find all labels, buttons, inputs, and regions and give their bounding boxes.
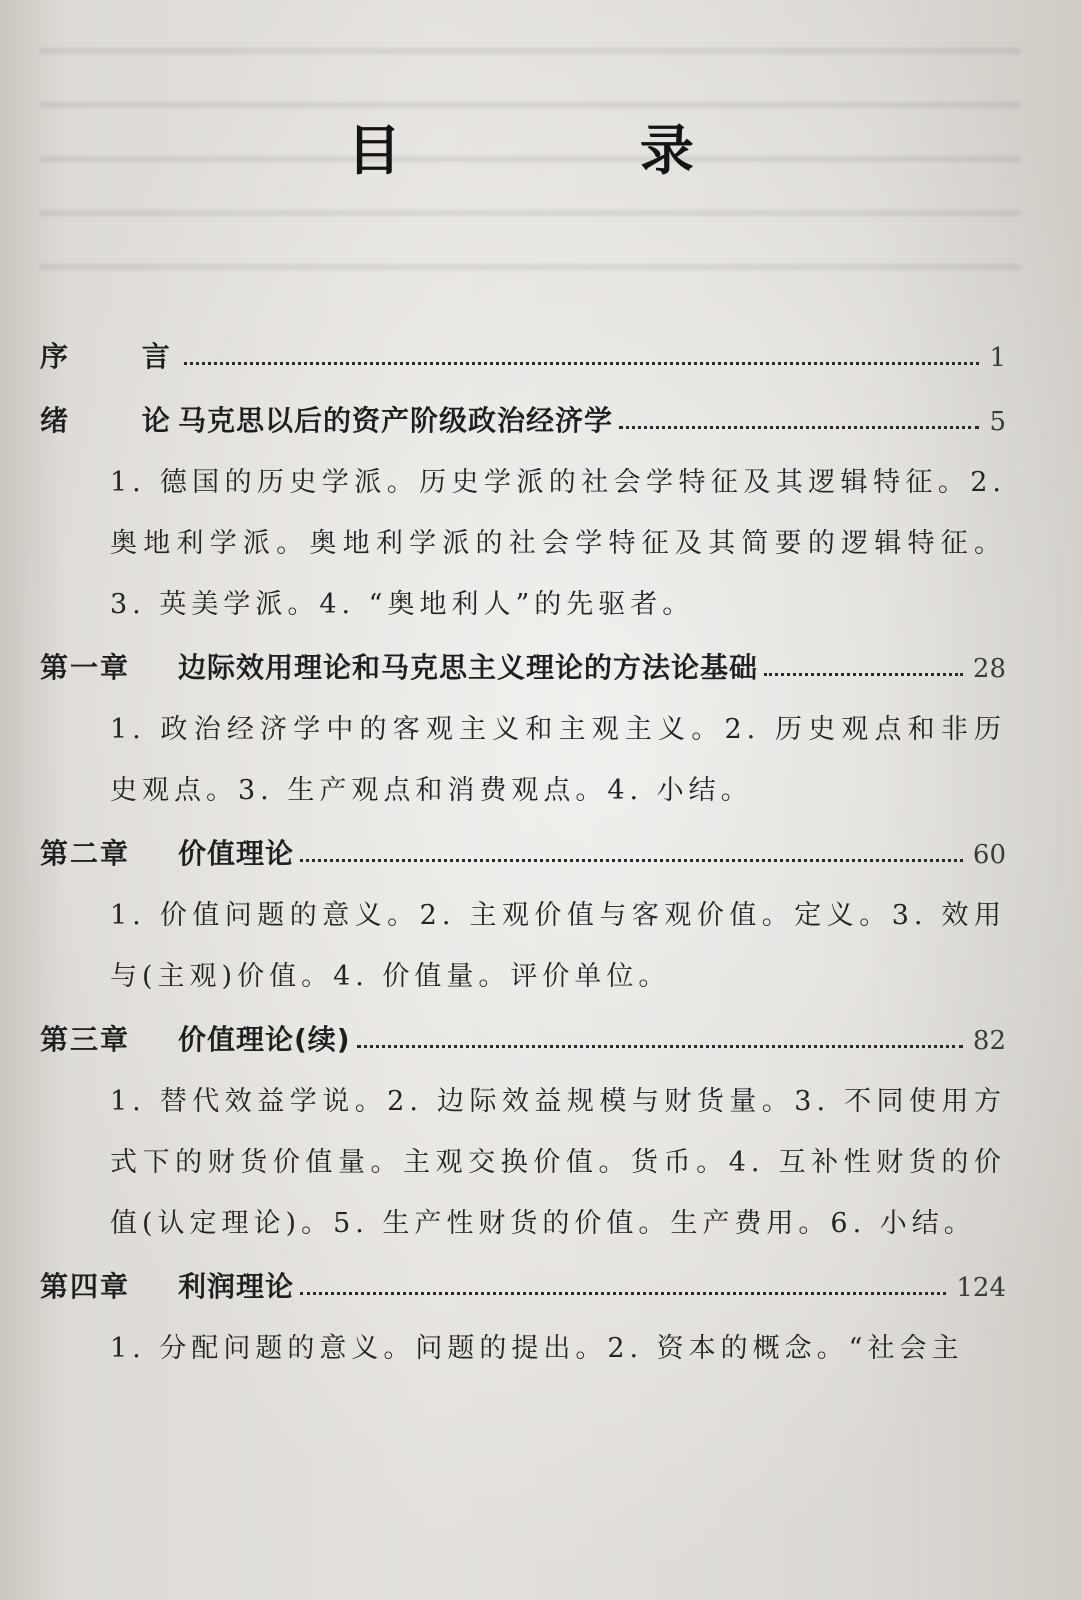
dot-leader: [764, 673, 963, 676]
entry-label: 第二章: [40, 837, 131, 870]
entry-title: 边际效用理论和马克思主义理论的方法论基础: [178, 651, 759, 684]
entry-description: 1. 替代效益学说。2. 边际效益规模与财货量。3. 不同使用方式下的财货价值量。主观交换价值。货币。4. 互补性财货的价值(认定理论)。5. 生产性财货的价值。生产费用。6. 小结。: [110, 1086, 1006, 1239]
entry-description: 1. 德国的历史学派。历史学派的社会学特征及其逻辑特征。2. 奥地利学派。奥地利学派的社会学特征及其简要的逻辑特征。3. 英美学派。4. “奥地利人”的先驱者。: [110, 467, 1006, 620]
toc-entry-chapter-3: [40, 1009, 1006, 1254]
entry-title: 马克思以后的资产阶级政治经济学: [178, 404, 614, 437]
toc-entry-heading: [40, 1009, 1006, 1071]
toc-entry-chapter-2: [40, 823, 1006, 1007]
toc-entry-preface: [40, 326, 1006, 388]
table-of-contents: [40, 326, 1006, 1381]
toc-entry-introduction: [40, 390, 1006, 635]
page-number: 124: [956, 1273, 1006, 1303]
page-number: 60: [972, 840, 1006, 870]
toc-entry-heading: [40, 390, 1006, 452]
dot-leader: [619, 426, 979, 429]
dot-leader: [357, 1045, 963, 1048]
page-number: 5: [989, 407, 1006, 437]
dot-leader: [300, 859, 963, 862]
entry-title: 价值理论(续): [178, 1023, 351, 1056]
entry-description: 1. 政治经济学中的客观主义和主观主义。2. 历史观点和非历史观点。3. 生产观点和消费观点。4. 小结。: [110, 714, 1006, 806]
entry-label: 第四章: [40, 1270, 131, 1303]
dot-leader: [184, 362, 979, 365]
entry-description: 1. 价值问题的意义。2. 主观价值与客观价值。定义。3. 效用与(主观)价值。4. 价值量。评价单位。: [110, 900, 1006, 992]
page-number: 28: [972, 654, 1006, 684]
dot-leader: [300, 1292, 946, 1295]
entry-label: 序 言: [40, 340, 202, 373]
toc-entry-heading: [40, 637, 1006, 699]
page-number: 1: [989, 343, 1006, 373]
toc-entry-chapter-1: [40, 637, 1006, 821]
entry-label: 第三章: [40, 1023, 131, 1056]
entry-label: 第一章: [40, 651, 131, 684]
toc-entry-heading: [40, 823, 1006, 885]
page-title: 目 录: [347, 119, 804, 182]
entry-title: 利润理论: [178, 1270, 295, 1303]
entry-description: 1. 分配问题的意义。问题的提出。2. 资本的概念。“社会主: [110, 1333, 964, 1364]
toc-entry-heading: [40, 1256, 1006, 1318]
entry-title: 价值理论: [178, 837, 295, 870]
entry-label: 绪 论: [40, 404, 202, 437]
toc-entry-chapter-4: [40, 1256, 1006, 1379]
page-number: 82: [972, 1026, 1006, 1056]
toc-entry-heading: [40, 326, 1006, 388]
